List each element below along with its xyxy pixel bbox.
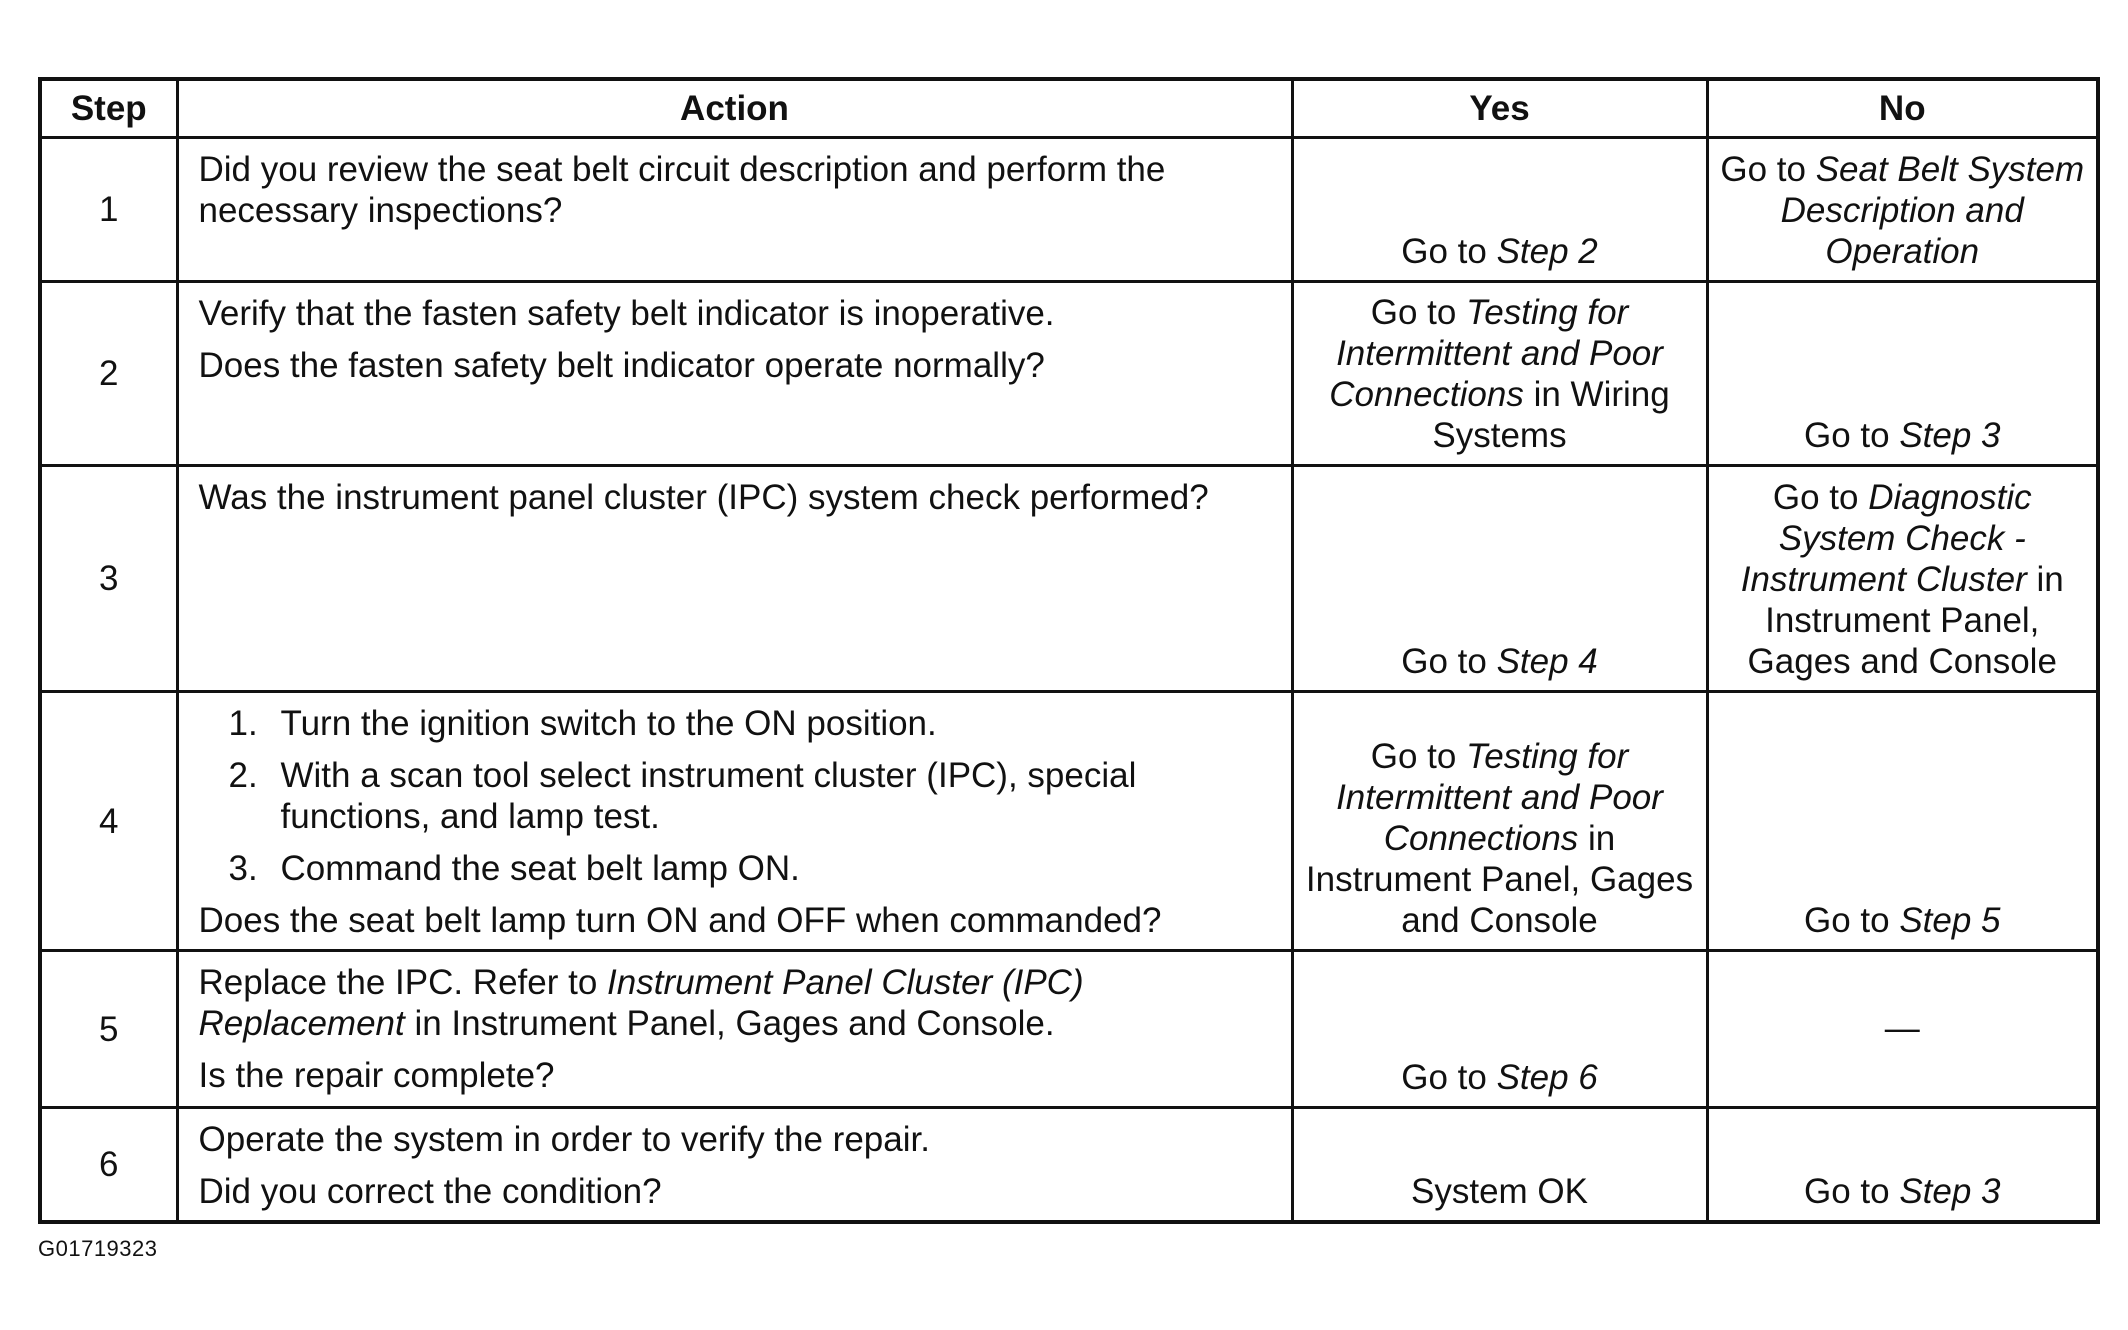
table-row (40, 692, 2098, 951)
action-question: Does the seat belt lamp turn ON and OFF when commanded? (198, 901, 1162, 940)
step-number: 4 (40, 692, 177, 951)
list-item-number: 1. (228, 704, 258, 743)
no-cell (1707, 138, 2098, 282)
yes-reference: Testing for Intermittent and Poor Connections (1329, 293, 1663, 414)
no-prefix: Go to (1772, 478, 1869, 517)
action-text: Did you review the seat belt circuit description and perform the necessary inspections? (198, 150, 1166, 230)
yes-cell (1292, 951, 1707, 1108)
header-step: Step (40, 79, 177, 138)
action-text-prefix: Replace the IPC. Refer to (198, 963, 608, 1002)
step-number: 1 (40, 138, 177, 282)
yes-cell (1292, 138, 1707, 282)
no-cell (1707, 466, 2098, 692)
yes-cell (1292, 466, 1707, 692)
figure-id: G01719323 (38, 1236, 158, 1261)
yes-reference: Step 2 (1496, 232, 1598, 271)
no-cell (1707, 282, 2098, 466)
header-row (40, 79, 2098, 138)
no-prefix: Go to (1720, 150, 1816, 189)
step-number: 2 (40, 282, 177, 466)
yes-reference: Step 6 (1496, 1058, 1598, 1097)
action-text (199, 962, 1271, 1044)
action-text-suffix: in Instrument Panel, Gages and Console. (404, 1004, 1055, 1043)
no-prefix: Go to (1803, 901, 1900, 940)
action-text: Verify that the fasten safety belt indicator is inoperative. (198, 294, 1055, 333)
action-cell (177, 1108, 1292, 1223)
action-cell (177, 951, 1292, 1108)
no-prefix: Go to (1803, 416, 1900, 455)
action-cell (177, 692, 1292, 951)
yes-prefix: Go to (1401, 1058, 1497, 1097)
list-item (199, 755, 1271, 837)
yes-prefix: Go to (1370, 737, 1467, 776)
list-item-text: Turn the ignition switch to the ON position. (280, 704, 937, 743)
table-row (40, 466, 2098, 692)
action-question: Did you correct the condition? (198, 1172, 662, 1211)
diagnostic-table (38, 77, 2100, 1224)
no-cell (1707, 692, 2098, 951)
header-yes: Yes (1292, 79, 1707, 138)
yes-reference: Step 4 (1496, 642, 1598, 681)
yes-cell (1292, 282, 1707, 466)
yes-prefix: Go to (1370, 293, 1467, 332)
action-cell (177, 282, 1292, 466)
header-action: Action (177, 79, 1292, 138)
action-reference: Instrument Panel Cluster (IPC) Replacement (198, 963, 1084, 1043)
yes-suffix: in Wiring Systems (1432, 375, 1670, 455)
action-text: Was the instrument panel cluster (IPC) system check performed? (198, 478, 1209, 517)
no-reference: Step 5 (1899, 901, 2001, 940)
list-item-text: With a scan tool select instrument cluster (IPC), special functions, and lamp test. (280, 756, 1137, 836)
no-reference: Diagnostic System Check - Instrument Cluster (1740, 478, 2032, 599)
step-number: 5 (40, 951, 177, 1108)
step-number: 6 (40, 1108, 177, 1223)
header-no: No (1707, 79, 2098, 138)
action-cell (177, 466, 1292, 692)
action-text: Operate the system in order to verify the repair. (198, 1120, 930, 1159)
action-question: Does the fasten safety belt indicator operate normally? (198, 346, 1045, 385)
no-reference: Step 3 (1899, 1172, 2001, 1211)
table-row (40, 951, 2098, 1108)
no-reference: Seat Belt System Description and Operation (1780, 150, 2085, 271)
no-cell (1707, 1108, 2098, 1223)
list-item-number: 2. (228, 756, 258, 795)
list-item (199, 848, 1271, 889)
yes-prefix: Go to (1401, 642, 1497, 681)
table-row (40, 282, 2098, 466)
no-cell: — (1707, 951, 2098, 1108)
no-reference: Step 3 (1899, 416, 2001, 455)
table-row (40, 1108, 2098, 1223)
yes-reference: Testing for Intermittent and Poor Connections (1336, 737, 1663, 858)
action-cell (177, 138, 1292, 282)
no-prefix: Go to (1803, 1172, 1900, 1211)
step-number: 3 (40, 466, 177, 692)
list-item (199, 703, 1271, 744)
yes-prefix: Go to (1401, 232, 1497, 271)
table-row (40, 138, 2098, 282)
yes-cell: System OK (1292, 1108, 1707, 1223)
yes-suffix: in Instrument Panel, Gages and Console (1305, 819, 1694, 940)
yes-cell (1292, 692, 1707, 951)
action-question: Is the repair complete? (198, 1056, 555, 1095)
no-suffix: in Instrument Panel, Gages and Console (1747, 560, 2064, 681)
list-item-text: Command the seat belt lamp ON. (280, 849, 800, 888)
list-item-number: 3. (228, 849, 258, 888)
action-list (199, 703, 1271, 889)
